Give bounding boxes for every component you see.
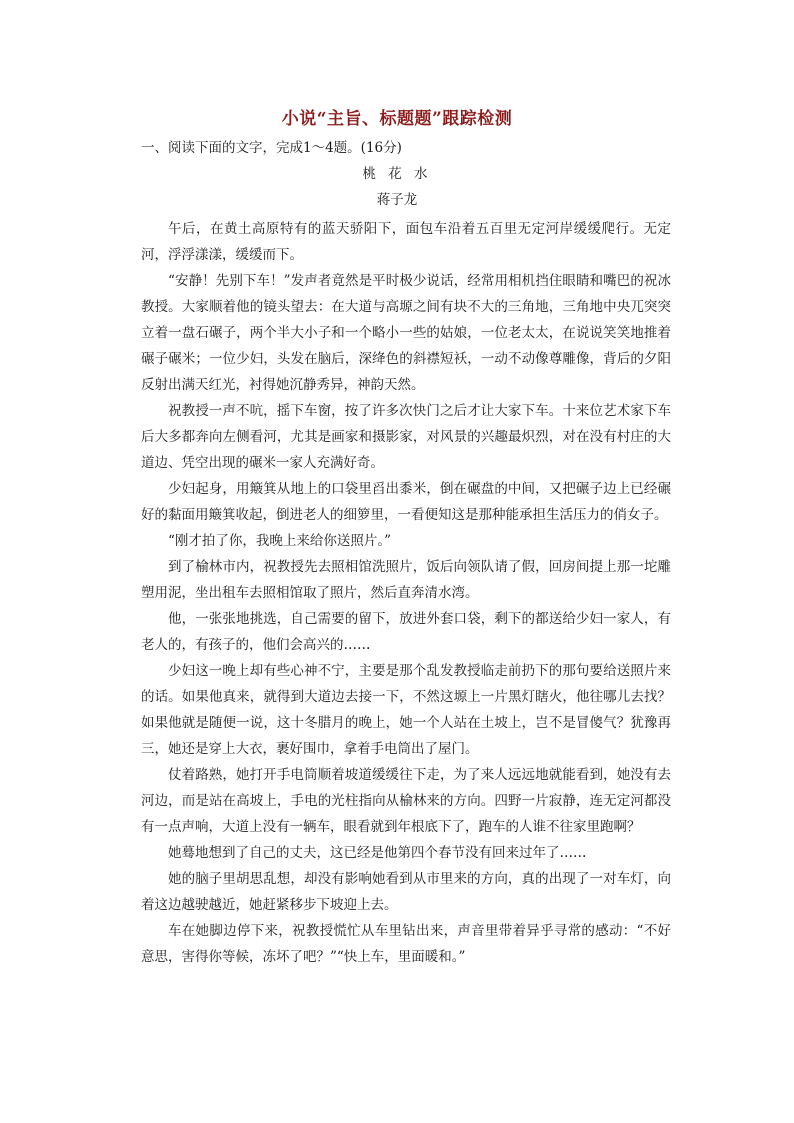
- paragraph: 少妇起身，用簸箕从地上的口袋里舀出黍米，倒在碾盘的中间，又把碾子边上已经碾好的黏面用簸箕收起，倒进老人的细箩里，一看便知这是那种能承担生活压力的俏女子。: [141, 481, 671, 523]
- paragraph: 祝教授一声不吭，摇下车窗，按了许多次快门之后才让大家下车。十来位艺术家下车后大多都奔向左侧看河，尤其是画家和摄影家，对风景的兴趣最炽烈，对在没有村庄的大道边、凭空出现的碾米一家人充满好奇。: [141, 403, 671, 471]
- paragraph: “安静！先别下车！”发声者竟然是平时极少说话，经常用相机挡住眼睛和嘴巴的祝冰教授。大家顺着他的镜头望去：在大道与高塬之间有块不大的三角地，三角地中央兀突突立着一盘石碾子，两个半大小子和一个略小一些的姑娘，一位老太太，在说说笑笑地推着碾子碾米；一位少妇，头发在脑后，深绛色的斜襟短袄，一动不动像尊雕像，背后的夕阳反射出满天红光，衬得她沉静秀异，神韵天然。: [141, 273, 671, 393]
- story-body: [141, 216, 671, 970]
- paragraph: 少妇这一晚上却有些心神不宁，主要是那个乱发教授临走前扔下的那句要给送照片来的话。如果他真来，就得到大道边去接一下，不然这塬上一片黑灯瞎火，他往哪儿去找？如果他就是随便一说，这十冬腊月的晚上，她一个人站在土坡上，岂不是冒傻气？犹豫再三，她还是穿上大衣，裹好围巾，拿着手电筒出了屋门。: [141, 663, 671, 757]
- paragraph: 午后，在黄土高原特有的蓝天骄阳下，面包车沿着五百里无定河岸缓缓爬行。无定河，浮浮漾漾，缓缓而下。: [141, 221, 671, 263]
- paragraph: 他，一张张地挑选，自己需要的留下，放进外套口袋，剩下的都送给少妇一家人，有老人的，有孩子的，他们会高兴的……: [141, 611, 671, 653]
- paragraph: 仗着路熟，她打开手电筒顺着坡道缓缓往下走，为了来人远远地就能看到，她没有去河边，而是站在高坡上，手电的光柱指向从榆林来的方向。四野一片寂静，连无定河都没有一点声响，大道上没有一辆车，眼看就到年根底下了，跑车的人谁不往家里跑啊？: [141, 767, 671, 835]
- paragraph: 到了榆林市内，祝教授先去照相馆洗照片，饭后向领队请了假，回房间提上那一坨雕塑用泥，坐出租车去照相馆取了照片，然后直奔清水湾。: [141, 559, 671, 601]
- story-title: 桃 花 水: [362, 166, 432, 182]
- document-title: 小说“主旨、标题题”跟踪检测: [281, 109, 513, 129]
- paragraph: “刚才拍了你，我晚上来给你送照片。”: [168, 533, 392, 549]
- paragraph: 她蓦地想到了自己的丈夫，这已经是他第四个春节没有回来过年了……: [168, 845, 587, 861]
- paragraph: 她的脑子里胡思乱想，却没有影响她看到从市里来的方向，真的出现了一对车灯，向着这边越驶越近，她赶紧移步下坡迎上去。: [141, 871, 671, 913]
- paragraph: 车在她脚边停下来，祝教授慌忙从车里钻出来，声音里带着异乎寻常的感动：“不好意思，害得你等候，冻坏了吧？”“快上车，里面暖和。”: [141, 923, 671, 965]
- story-author: 蒋子龙: [376, 192, 418, 208]
- question-instruction: 一、阅读下面的文字，完成1～4题。(16分): [141, 140, 402, 156]
